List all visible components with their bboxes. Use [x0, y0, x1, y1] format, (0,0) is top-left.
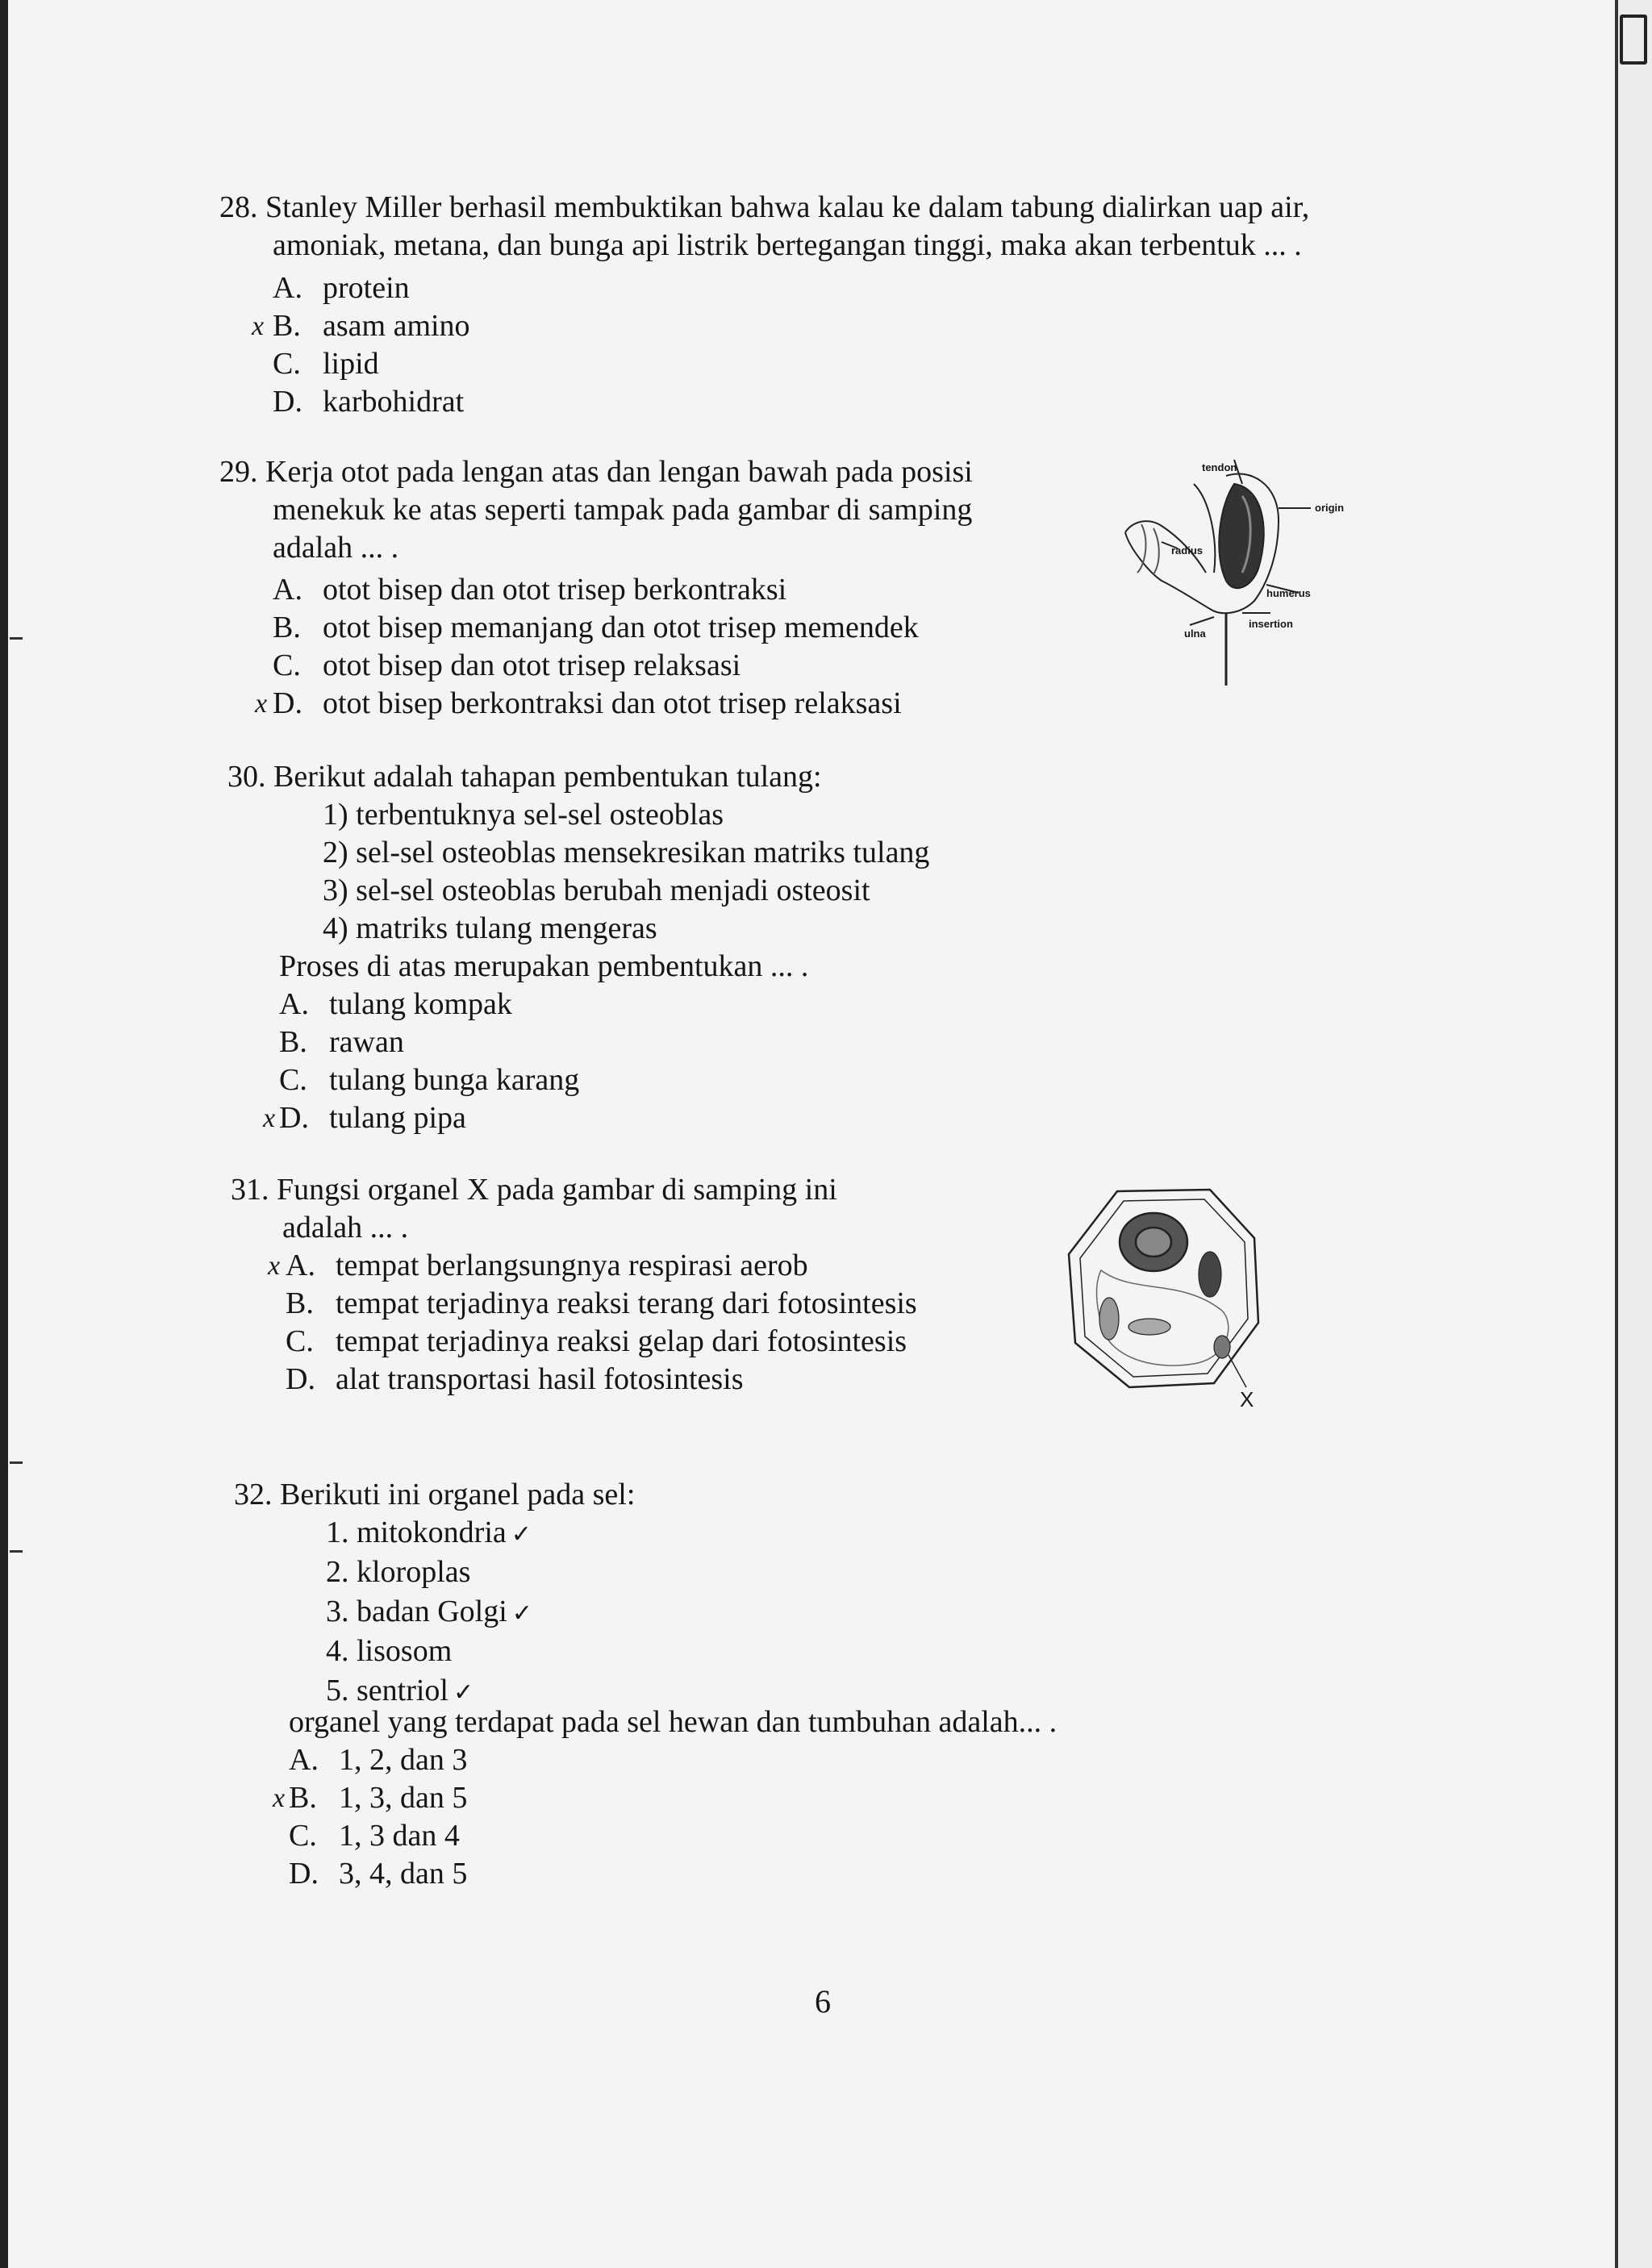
- figure-label-humerus: humerus: [1266, 587, 1311, 599]
- organelle-x-label: X: [1240, 1387, 1254, 1411]
- process-step: 3) sel-sel osteoblas berubah menjadi osteosit: [323, 873, 870, 907]
- option-letter: C.: [286, 1324, 314, 1358]
- question-text: amoniak, metana, dan bunga api listrik bertegangan tinggi, maka akan terbentuk ... .: [273, 228, 1302, 262]
- option-30-b[interactable]: [279, 1024, 404, 1061]
- question-number: 32.: [234, 1478, 273, 1511]
- option-text: alat transportasi hasil fotosintesis: [336, 1362, 744, 1396]
- option-32-c[interactable]: [289, 1817, 460, 1855]
- question-text: Berikuti ini organel pada sel:: [280, 1478, 636, 1511]
- option-text: rawan: [329, 1025, 404, 1059]
- process-step: 1) terbentuknya sel-sel osteoblas: [323, 798, 724, 832]
- option-letter: B.: [289, 1781, 317, 1815]
- question-text: Kerja otot pada lengan atas dan lengan bawah pada posisi: [265, 455, 973, 489]
- option-28-b[interactable]: [273, 307, 470, 345]
- scan-punch-mark: [10, 1461, 23, 1464]
- figure-label-tendon: tendon: [1202, 461, 1237, 473]
- answer-mark: x: [255, 689, 268, 719]
- option-letter: D.: [273, 686, 302, 720]
- organelle-name: 4. lisosom: [326, 1634, 453, 1668]
- option-29-c[interactable]: [273, 647, 740, 685]
- answer-mark: x: [263, 1103, 276, 1133]
- option-28-c[interactable]: [273, 345, 379, 383]
- option-32-a[interactable]: [289, 1741, 467, 1779]
- option-text: 1, 3, dan 5: [339, 1781, 468, 1815]
- option-31-a[interactable]: [286, 1247, 808, 1285]
- option-29-b[interactable]: [273, 609, 919, 647]
- process-step: 2) sel-sel osteoblas mensekresikan matriks tulang: [323, 836, 930, 869]
- option-letter: B.: [273, 309, 301, 343]
- option-text: tulang pipa: [329, 1101, 466, 1135]
- option-letter: B.: [279, 1025, 307, 1059]
- option-text: 1, 2, dan 3: [339, 1743, 468, 1777]
- question-text: adalah ... .: [282, 1211, 409, 1244]
- check-mark: ✓: [511, 1599, 532, 1628]
- option-text: lipid: [323, 347, 379, 381]
- option-28-d[interactable]: [273, 383, 464, 421]
- question-number: 28.: [219, 190, 258, 224]
- question-32-prompt: [289, 1703, 1057, 1741]
- question-31: [231, 1171, 837, 1247]
- question-text: Fungsi organel X pada gambar di samping ini: [277, 1173, 837, 1207]
- option-30-c[interactable]: [279, 1061, 579, 1099]
- option-30-d[interactable]: [279, 1099, 466, 1137]
- process-steps: [323, 796, 929, 948]
- option-letter: B.: [273, 611, 301, 644]
- organelle-item: [326, 1593, 532, 1632]
- organelle-name: 5. sentriol: [326, 1674, 448, 1707]
- arm-muscle-figure: [1113, 452, 1355, 686]
- option-32-b[interactable]: [289, 1779, 467, 1817]
- organelle-name: 3. badan Golgi: [326, 1595, 507, 1628]
- arm-muscle-illustration: [1113, 452, 1355, 686]
- option-text: asam amino: [323, 309, 470, 343]
- scan-corner-mark: [1620, 15, 1647, 65]
- option-32-d[interactable]: [289, 1855, 467, 1893]
- option-text: tempat berlangsungnya respirasi aerob: [336, 1249, 808, 1282]
- question-text: menekuk ke atas seperti tampak pada gambar di samping: [273, 493, 973, 527]
- option-letter: D.: [286, 1362, 315, 1396]
- option-29-a[interactable]: [273, 571, 786, 609]
- question-28: [219, 189, 1309, 265]
- option-letter: C.: [273, 347, 301, 381]
- scan-edge-left: [0, 0, 8, 2268]
- option-letter: A.: [273, 271, 302, 305]
- option-text: tulang kompak: [329, 987, 512, 1021]
- option-29-d[interactable]: [273, 685, 902, 723]
- scan-margin-right: [1618, 0, 1652, 2268]
- scan-punch-mark: [10, 637, 23, 640]
- question-32: [234, 1476, 635, 1514]
- figure-label-radius: radius: [1171, 544, 1204, 557]
- scan-punch-mark: [10, 1550, 23, 1553]
- option-text: tempat terjadinya reaksi gelap dari fotosintesis: [336, 1324, 907, 1358]
- option-letter: C.: [289, 1819, 317, 1853]
- question-text: organel yang terdapat pada sel hewan dan tumbuhan adalah... .: [289, 1705, 1058, 1739]
- organelle-item: [326, 1632, 532, 1672]
- option-letter: D.: [279, 1101, 309, 1135]
- organelle-name: 2. kloroplas: [326, 1555, 471, 1589]
- question-text: Berikut adalah tahapan pembentukan tulang:: [273, 760, 822, 794]
- option-text: otot bisep dan otot trisep relaksasi: [323, 648, 741, 682]
- option-28-a[interactable]: [273, 269, 410, 307]
- option-letter: C.: [273, 648, 301, 682]
- plant-cell-illustration: [1061, 1182, 1270, 1415]
- option-30-a[interactable]: [279, 986, 512, 1024]
- organelle-item: [326, 1514, 532, 1553]
- question-30-prompt: [279, 948, 808, 986]
- question-number: 29.: [219, 455, 258, 489]
- answer-mark: x: [252, 311, 265, 341]
- process-step: 4) matriks tulang mengeras: [323, 911, 657, 945]
- answer-mark: x: [268, 1251, 281, 1281]
- organelle-list: [326, 1514, 532, 1711]
- question-text: adalah ... .: [273, 531, 399, 565]
- question-29: [219, 453, 973, 567]
- figure-label-insertion: insertion: [1249, 618, 1293, 630]
- option-31-d[interactable]: [286, 1361, 744, 1399]
- question-text: Proses di atas merupakan pembentukan ... .: [279, 949, 809, 983]
- option-text: otot bisep berkontraksi dan otot trisep relaksasi: [323, 686, 902, 720]
- answer-mark: x: [273, 1783, 286, 1813]
- check-mark: ✓: [453, 1678, 474, 1707]
- page-number: 6: [815, 1983, 831, 2020]
- organelle-name: 1. mitokondria: [326, 1515, 507, 1549]
- question-30: [227, 758, 822, 796]
- option-letter: A.: [289, 1743, 319, 1777]
- option-letter: A.: [286, 1249, 315, 1282]
- option-text: tulang bunga karang: [329, 1063, 580, 1097]
- check-mark: ✓: [511, 1520, 532, 1549]
- option-31-c[interactable]: [286, 1323, 907, 1361]
- plant-cell-figure: [1061, 1182, 1270, 1415]
- option-letter: D.: [273, 385, 302, 419]
- option-text: protein: [323, 271, 410, 305]
- option-text: 3, 4, dan 5: [339, 1857, 468, 1891]
- option-letter: B.: [286, 1286, 314, 1320]
- option-letter: A.: [273, 573, 302, 607]
- option-text: tempat terjadinya reaksi terang dari fotosintesis: [336, 1286, 917, 1320]
- figure-label-ulna: ulna: [1184, 627, 1206, 640]
- question-text: Stanley Miller berhasil membuktikan bahwa kalau ke dalam tabung dialirkan uap air,: [265, 190, 1310, 224]
- option-letter: C.: [279, 1063, 307, 1097]
- option-text: otot bisep dan otot trisep berkontraksi: [323, 573, 787, 607]
- option-letter: D.: [289, 1857, 319, 1891]
- option-text: 1, 3 dan 4: [339, 1819, 460, 1853]
- option-letter: A.: [279, 987, 309, 1021]
- question-number: 31.: [231, 1173, 269, 1207]
- option-text: otot bisep memanjang dan otot trisep memendek: [323, 611, 919, 644]
- organelle-item: [326, 1553, 532, 1593]
- question-number: 30.: [227, 760, 266, 794]
- figure-label-origin: origin: [1315, 502, 1345, 514]
- option-text: karbohidrat: [323, 385, 465, 419]
- option-31-b[interactable]: [286, 1285, 917, 1323]
